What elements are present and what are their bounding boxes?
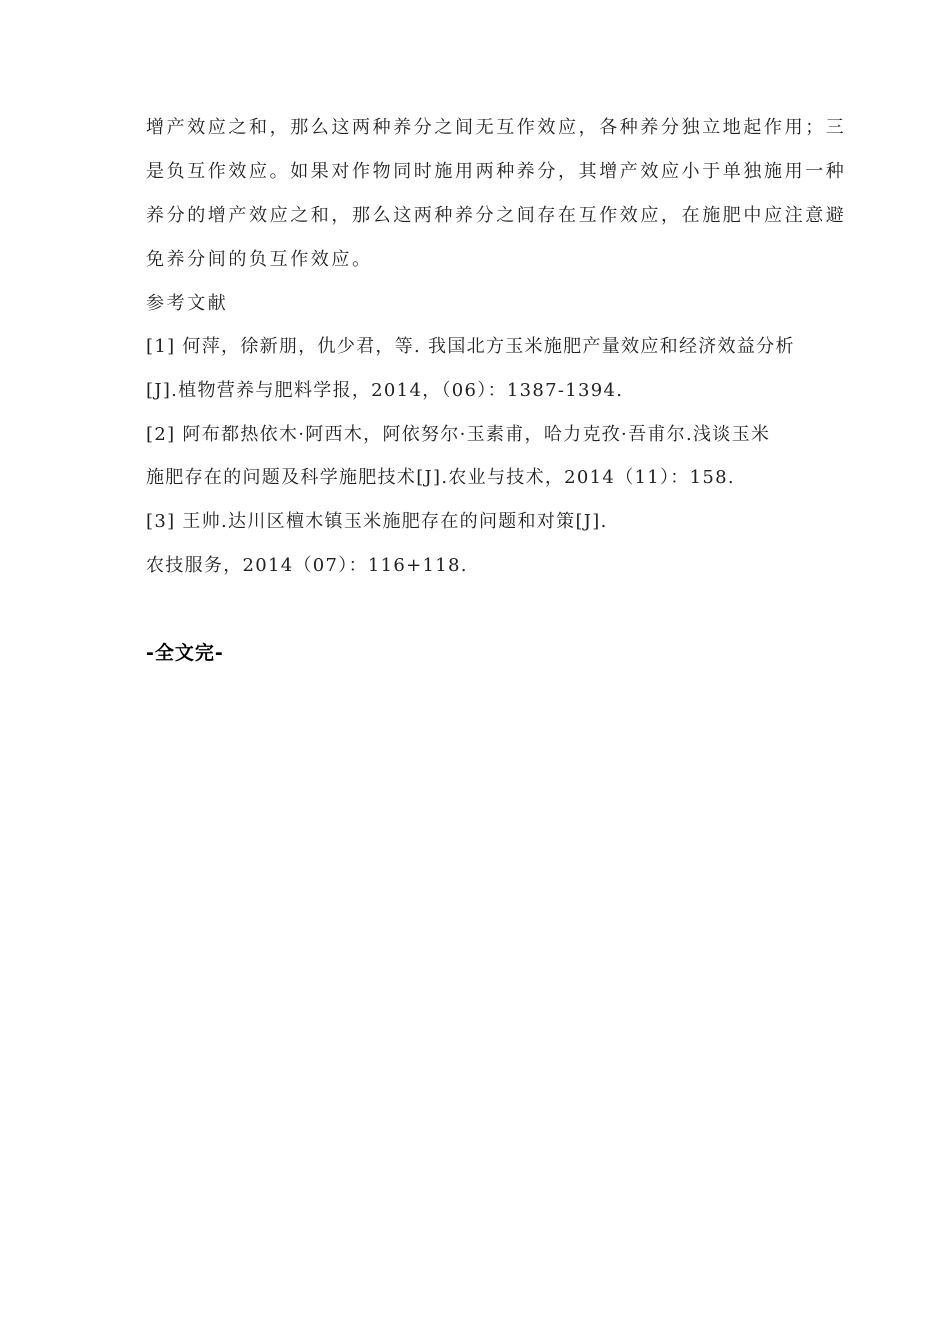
reference-line: [3] 王帅.达川区檀木镇玉米施肥存在的问题和对策[J]. — [146, 511, 608, 532]
body-paragraph-line: 养分的增产效应之和，那么这两种养分之间存在互作效应，在施肥中应注意避 — [146, 205, 847, 226]
reference-line: [2] 阿布都热依木·阿西木，阿依努尔·玉素甫，哈力克孜·吾甫尔.浅谈玉米 — [146, 424, 771, 445]
reference-line: 农技服务，2014（07）：116+118. — [146, 555, 468, 576]
references-heading: 参考文献 — [146, 293, 229, 314]
reference-line: 施肥存在的问题及科学施肥技术[J].农业与技术，2014（11）：158. — [146, 467, 735, 488]
end-of-document-mark: -全文完- — [146, 642, 224, 664]
body-paragraph-line: 免养分间的负互作效应。 — [146, 249, 373, 270]
reference-line: [1] 何萍，徐新朋，仇少君，等. 我国北方玉米施肥产量效应和经济效益分析 — [146, 336, 795, 357]
reference-line: [J].植物营养与肥料学报，2014，（06）：1387-1394. — [146, 380, 624, 401]
body-paragraph-line: 增产效应之和，那么这两种养分之间无互作效应，各种养分独立地起作用；三 — [146, 117, 847, 138]
body-paragraph-line: 是负互作效应。如果对作物同时施用两种养分，其增产效应小于单独施用一种 — [146, 161, 847, 182]
